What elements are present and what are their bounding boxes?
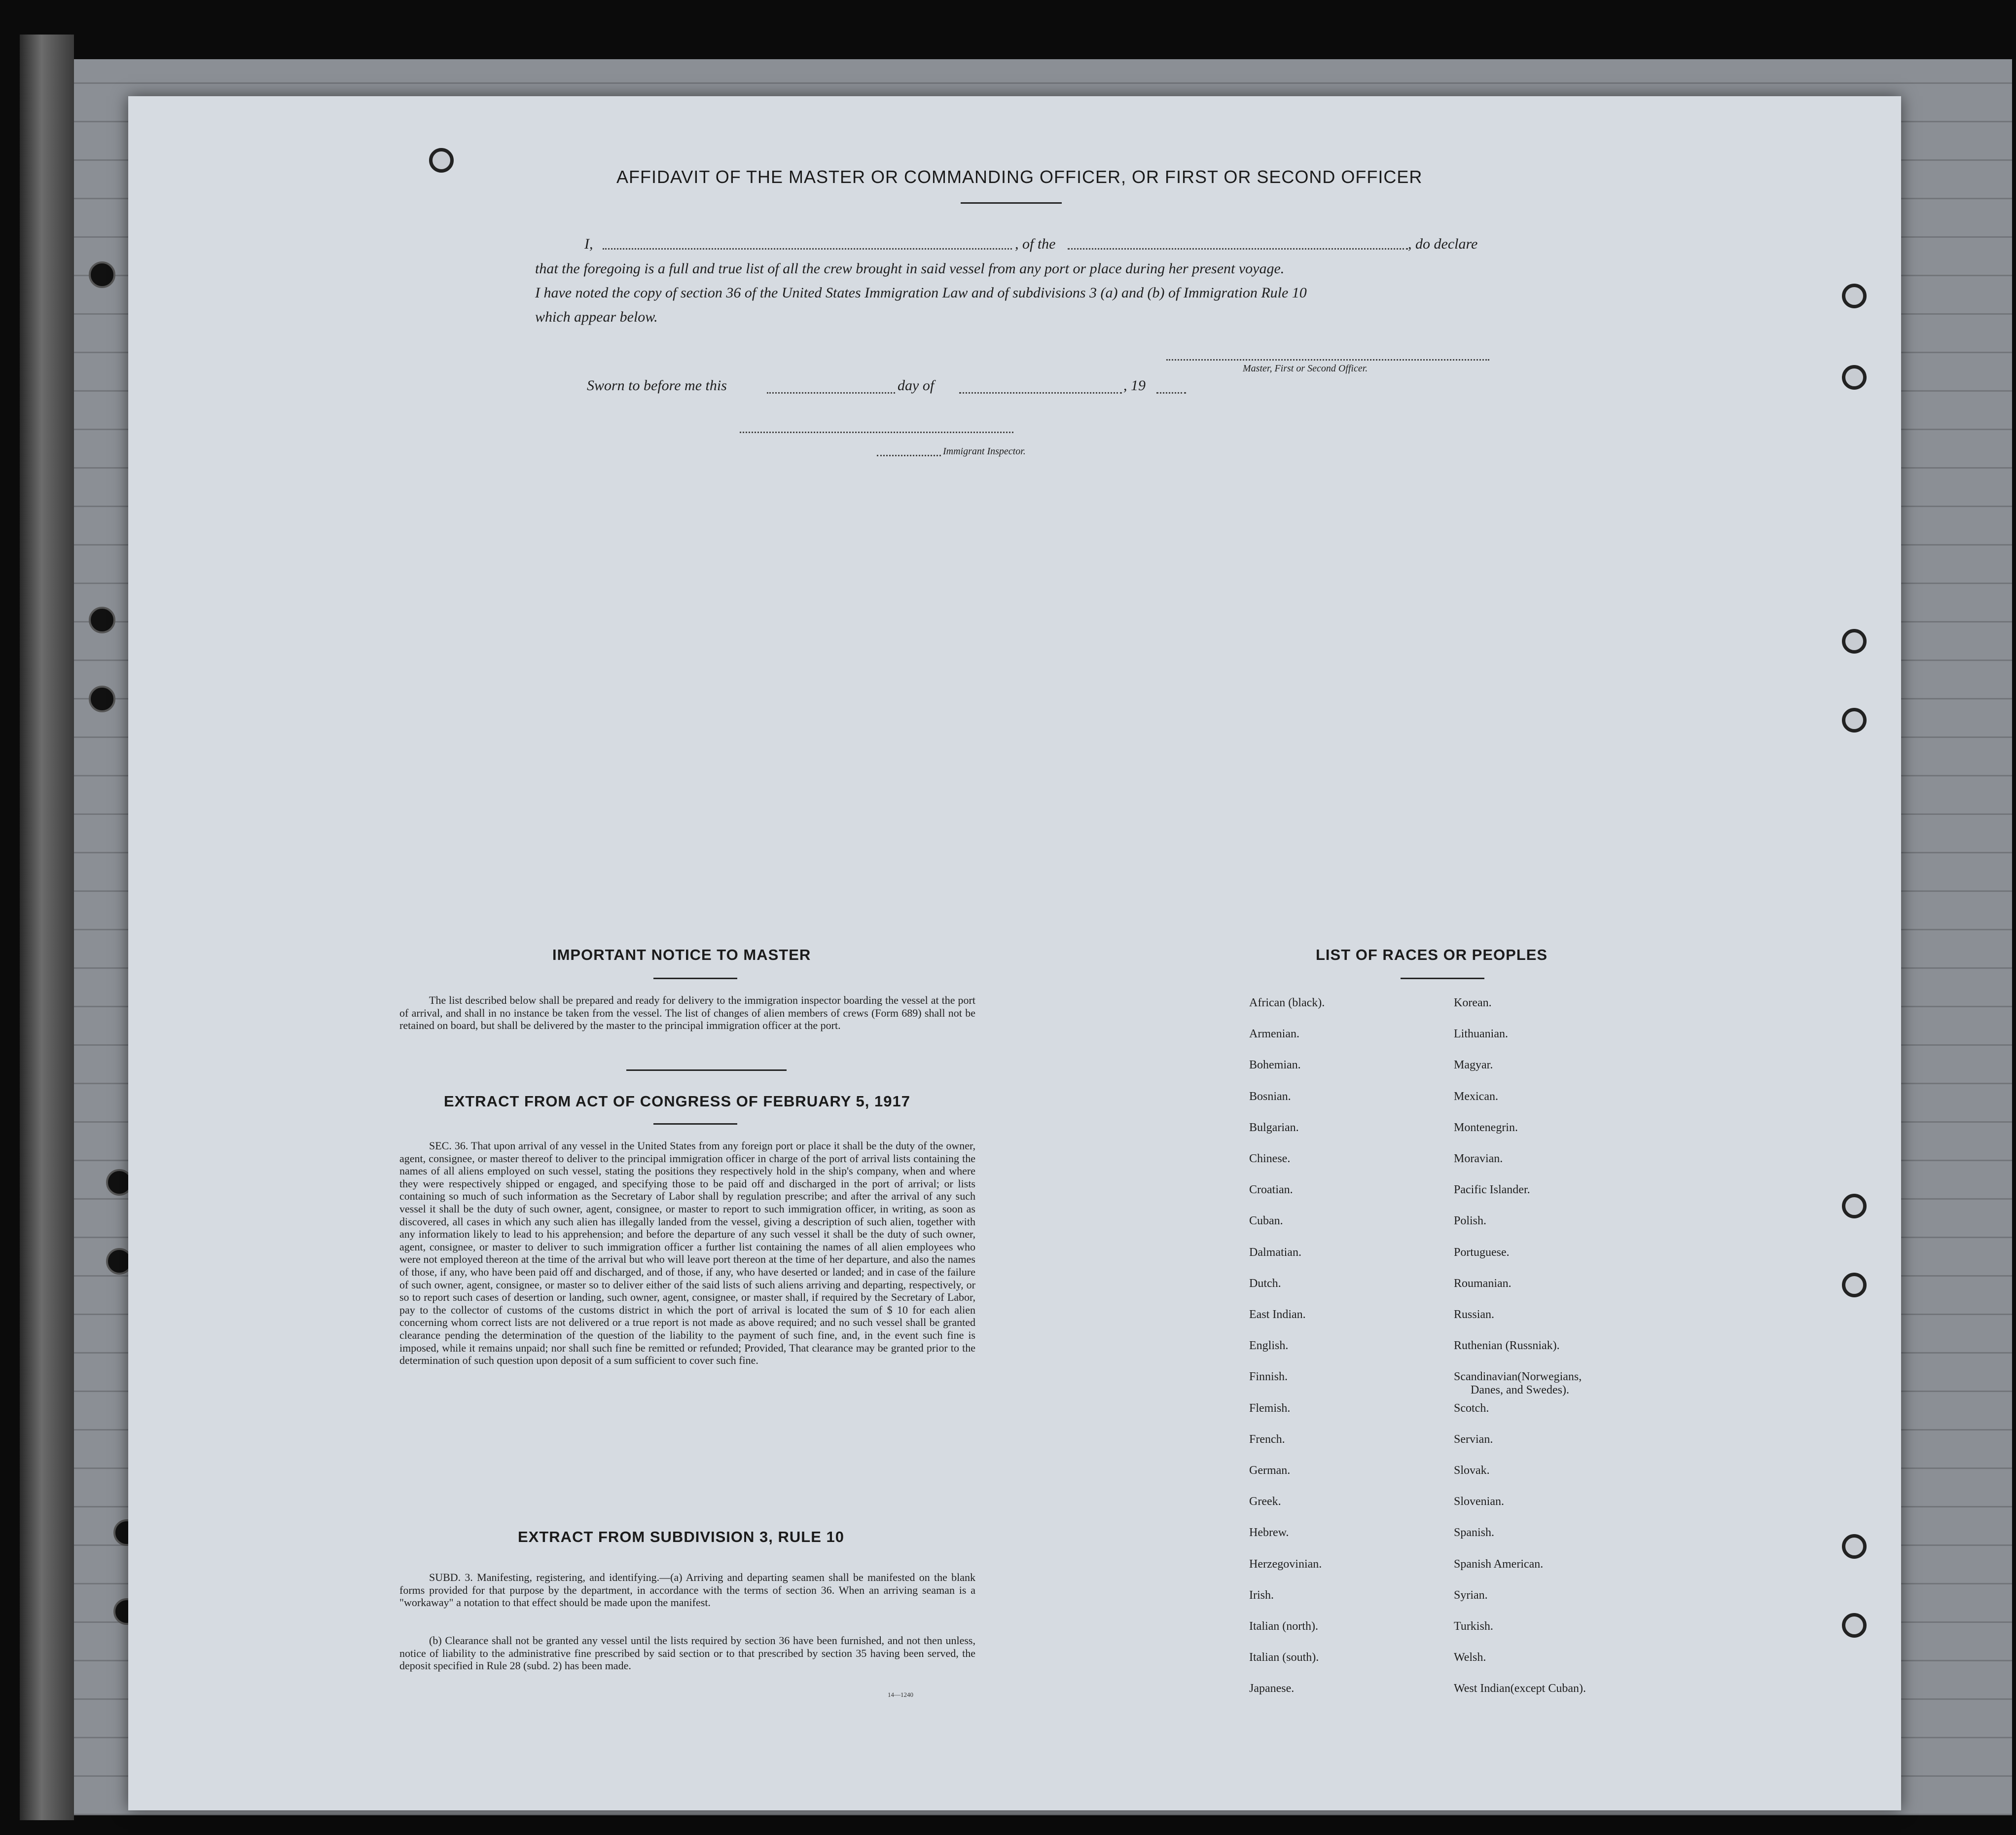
race-item: Dutch. <box>1249 1277 1281 1290</box>
master-signature-blank <box>1166 359 1489 361</box>
race-item: East Indian. <box>1249 1308 1306 1321</box>
race-item: Hebrew. <box>1249 1526 1289 1540</box>
race-item: Montenegrin. <box>1454 1121 1518 1134</box>
race-item: Spanish. <box>1454 1526 1495 1540</box>
punch-hole <box>1842 1534 1867 1559</box>
race-item: Lithuanian. <box>1454 1028 1508 1041</box>
races-rule <box>1401 978 1484 979</box>
race-item: Scandinavian(Norwegians, <box>1454 1370 1582 1384</box>
race-item: Italian (south). <box>1249 1651 1319 1664</box>
rule-extract-title: EXTRACT FROM SUBDIVISION 3, RULE 10 <box>518 1528 844 1545</box>
race-item: Syrian. <box>1454 1588 1488 1602</box>
sworn-year-blank <box>1156 392 1186 394</box>
race-item: Bulgarian. <box>1249 1121 1299 1134</box>
punch-hole <box>1842 708 1867 733</box>
binder-edge <box>20 35 74 1820</box>
race-item: West Indian(except Cuban). <box>1454 1682 1586 1695</box>
vessel-name-blank <box>1068 248 1408 250</box>
race-item: Korean. <box>1454 996 1492 1009</box>
rule-extract-text-b: (b) Clearance shall not be granted any vessel until the lists required by section 36 have been furnished, and not then unless, notice of liability to the administrative fine prescribed by said section or to that prescribed by section 35 having been served, the deposit specified in Rule 28 (subd. 2) has been made. <box>399 1634 975 1672</box>
act-extract-rule <box>653 1123 737 1125</box>
sworn-label: Sworn to before me this <box>587 377 727 394</box>
punch-hole <box>1842 1273 1867 1297</box>
race-item: German. <box>1249 1464 1291 1477</box>
inspector-signature-blank <box>740 432 1013 433</box>
race-item: Servian. <box>1454 1432 1493 1446</box>
affidavit-i-label: I, <box>584 236 593 252</box>
race-item: Pacific Islander. <box>1454 1183 1530 1197</box>
sworn-day-blank <box>767 392 895 394</box>
punch-hole <box>1842 1613 1867 1638</box>
race-item: Scotch. <box>1454 1401 1489 1415</box>
affidavit-sheet <box>128 96 1901 1810</box>
race-item: Moravian. <box>1454 1152 1503 1165</box>
act-extract-text: SEC. 36. That upon arrival of any vessel in the United States from any foreign port or place it shall be the duty of the owner, agent, consignee, or master thereof to deliver to the principal immigration officer in charge of the port of arrival lists containing the names of all aliens employed on such vessel, stating the positions they respectively hold in the ship's company, when and where they were respectively shipped or engaged, and specifying those to be paid off and discharged in the port of arrival; or lists containing so much of such information as the Secretary of Labor shall by regulation prescribe; and after the arrival of any such vessel it shall be the duty of such owner, agent, consignee, or master to report to such immigration officer, in writing, as soon as discovered, all cases in which any such alien has illegally landed from the vessel, giving a description of such alien, together with any information likely to lead to his apprehension; and before the departure of any such vessel it shall be the duty of such owner, agent, consignee, or master to deliver to such immigration officer a further list containing the names of all alien employees who were not employed thereon at the time of the arrival but who will leave port thereon at the time of her departure, and also the names of those, if any, who have been paid off and discharged, and of those, if any, who have deserted or landed; and in case of the failure of such owner, agent, consignee, or master so to deliver either of the said lists of such aliens arriving and departing, respectively, or so to report such cases of desertion or landing, such owner, agent, consignee, or master shall, if required by the Secretary of Labor, pay to the collector of customs of the customs district in which the port of arrival is located the sum of $ 10 for each alien concerning whom correct lists are not delivered or a true report is not made as above required; and no such vessel shall be granted clearance pending the determination of the question of the liability to the payment of such fine, and, in the event such fine is imposed, while it remains unpaid; nor shall such fine be remitted or refunded; Provided, That clearance may be granted prior to the determination of such question upon deposit of a sum sufficient to cover such fine. <box>399 1139 975 1367</box>
race-item: Roumanian. <box>1454 1277 1512 1290</box>
punch-hole <box>89 261 115 288</box>
race-item: Cuban. <box>1249 1214 1283 1228</box>
inspector-caption: Immigrant Inspector. <box>943 446 1026 457</box>
race-item: Herzegovinian. <box>1249 1557 1322 1571</box>
affidavit-of-the-label: , of the <box>1015 236 1056 252</box>
race-item: Portuguese. <box>1454 1246 1510 1259</box>
race-item: Flemish. <box>1249 1401 1291 1415</box>
race-item: African (black). <box>1249 996 1325 1009</box>
race-item: Armenian. <box>1249 1028 1299 1041</box>
race-item: Spanish American. <box>1454 1557 1544 1571</box>
notice-title: IMPORTANT NOTICE TO MASTER <box>552 946 811 963</box>
race-item: Welsh. <box>1454 1651 1486 1664</box>
affidavit-title: AFFIDAVIT OF THE MASTER OR COMMANDING OFFICER, OR FIRST OR SECOND OFFICER <box>616 167 1423 187</box>
notice-rule <box>653 978 737 979</box>
race-item: Greek. <box>1249 1495 1281 1508</box>
race-item: Danes, and Swedes). <box>1471 1384 1569 1397</box>
punch-hole <box>1842 1194 1867 1218</box>
affidavit-declare-label: , do declare <box>1408 236 1478 252</box>
notice-end-rule <box>626 1069 787 1071</box>
master-signature-caption: Master, First or Second Officer. <box>1243 363 1368 374</box>
race-item: English. <box>1249 1339 1289 1353</box>
inspector-caption-leader <box>877 455 941 456</box>
race-item: Bosnian. <box>1249 1090 1291 1103</box>
affidavit-line-2: that the foregoing is a full and true list of all the crew brought in said vessel from any port or place during her present voyage. <box>535 260 1285 277</box>
sworn-month-blank <box>959 392 1122 394</box>
year-label: , 19 <box>1123 377 1146 394</box>
race-item: Slovenian. <box>1454 1495 1504 1508</box>
notice-text: The list described below shall be prepared and ready for delivery to the immigration inspector boarding the vessel at the port of arrival, and shall in no instance be taken from the vessel. The list of changes of alien members of crews (Form 689) shall not be retained on board, but shall be delivered by the master to the principal immigration officer at the port. <box>399 994 975 1032</box>
punch-hole <box>1842 629 1867 654</box>
punch-hole <box>89 686 115 712</box>
race-item: Italian (north). <box>1249 1620 1318 1633</box>
race-item: Irish. <box>1249 1588 1274 1602</box>
race-item: Chinese. <box>1249 1152 1291 1165</box>
race-item: Mexican. <box>1454 1090 1498 1103</box>
race-item: Slovak. <box>1454 1464 1490 1477</box>
act-extract-title: EXTRACT FROM ACT OF CONGRESS OF FEBRUARY 5, 1917 <box>444 1093 910 1110</box>
punch-hole <box>1842 365 1867 390</box>
punch-hole <box>429 148 454 173</box>
race-item: Polish. <box>1454 1214 1487 1228</box>
race-item: Japanese. <box>1249 1682 1295 1695</box>
race-item: Finnish. <box>1249 1370 1288 1384</box>
race-item: Ruthenian (Russniak). <box>1454 1339 1560 1353</box>
title-rule <box>961 202 1062 204</box>
race-item: Bohemian. <box>1249 1059 1301 1072</box>
race-item: Croatian. <box>1249 1183 1293 1197</box>
form-number: 14—1240 <box>888 1691 913 1698</box>
affidavit-line-3: I have noted the copy of section 36 of the United States Immigration Law and of subdivisions 3 (a) and (b) of Immigration Rule 10 <box>535 285 1307 301</box>
race-item: Russian. <box>1454 1308 1495 1321</box>
race-item: Dalmatian. <box>1249 1246 1301 1259</box>
punch-hole <box>89 607 115 633</box>
race-item: French. <box>1249 1432 1285 1446</box>
master-name-blank <box>603 248 1012 250</box>
punch-hole <box>1842 284 1867 308</box>
races-title: LIST OF RACES OR PEOPLES <box>1316 946 1548 963</box>
race-item: Magyar. <box>1454 1059 1493 1072</box>
rule-extract-text-a: SUBD. 3. Manifesting, registering, and identifying.—(a) Arriving and departing seamen shall be manifested on the blank forms provided for that purpose by the department, in accordance with the terms of section 36. When an arriving seaman is a "workaway" a notation to that effect should be made upon the manifest. <box>399 1571 975 1609</box>
affidavit-line-4: which appear below. <box>535 309 658 325</box>
race-item: Turkish. <box>1454 1620 1493 1633</box>
day-of-label: day of <box>898 377 935 394</box>
